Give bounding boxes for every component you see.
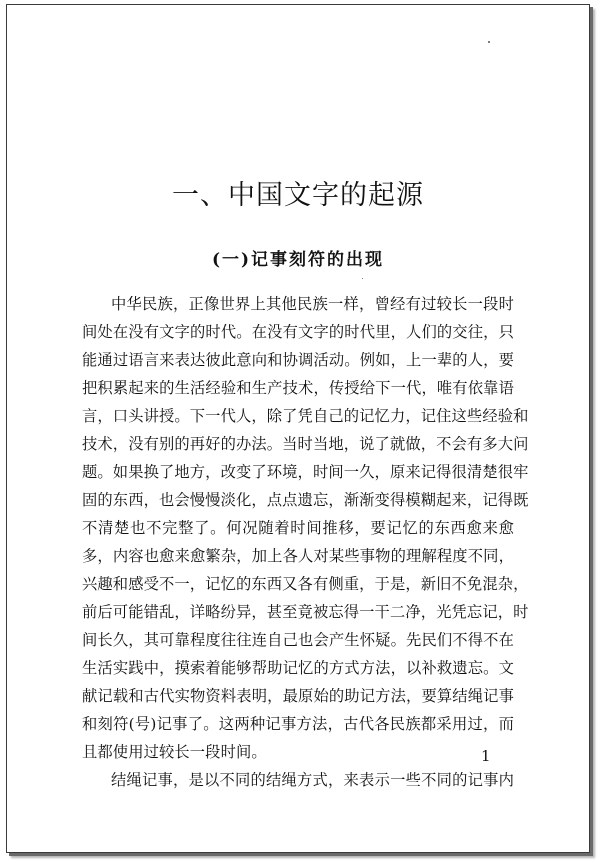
body-text (82, 290, 529, 794)
text-line: 能通过语言来表达彼此意向和协调活动。例如，上一辈的人，要 (82, 351, 514, 369)
text-line: 献记载和古代实物资料表明，最原始的助记方法，要算结绳记事 (82, 687, 514, 705)
text-line: 中华民族，正像世界上其他民族一样，曾经有过较长一段时 (111, 295, 514, 313)
text-line: 固的东西，也会慢慢淡化，点点遗忘，渐渐变得模糊起来，记得既 (82, 491, 529, 509)
text-line: 不清楚也不完整了。何况随着时间推移，要记忆的东西愈来愈 (82, 519, 514, 537)
scan-speck (488, 41, 490, 43)
book-page (6, 4, 590, 853)
section-title: (一)记事刻符的出现 (211, 250, 385, 270)
text-line: 前后可能错乱，详略纷异，甚至竟被忘得一干二净，光凭忘记，时 (82, 603, 529, 621)
text-line: 间长久，其可靠程度往往连自己也会产生怀疑。先民们不得不在 (82, 631, 514, 649)
text-line: 和刻符(号)记事了。这两种记事方法，古代各民族都采用过，而 (82, 715, 514, 733)
chapter-title: 一、中国文字的起源 (172, 180, 424, 211)
page-number: 1 (481, 747, 491, 765)
text-line: 间处在没有文字的时代。在没有文字的时代里，人们的交往，只 (82, 323, 514, 341)
text-line: 把积累起来的生活经验和生产技术，传授给下一代，唯有依靠语 (82, 379, 514, 397)
text-line: 结绳记事，是以不同的结绳方式，来表示一些不同的记事内 (111, 771, 514, 789)
text-line: 言，口头讲授。下一代人，除了凭自己的记忆力，记住这些经验和 (82, 407, 529, 425)
text-line: 题。如果换了地方，改变了环境，时间一久，原来记得很清楚很牢 (82, 463, 529, 481)
text-line: 技术，没有别的再好的办法。当时当地，说了就做，不会有多大问 (82, 435, 529, 453)
text-line: 且都使用过较长一段时间。 (82, 743, 267, 761)
text-line: 生活实践中，摸索着能够帮助记忆的方式方法，以补救遗忘。文 (82, 659, 514, 677)
scan-speck (362, 278, 363, 279)
text-line: 多，内容也愈来愈繁杂，加上各人对某些事物的理解程度不同， (82, 547, 514, 565)
text-line: 兴趣和感受不一，记忆的东西又各有侧重，于是，新旧不免混杂， (82, 575, 529, 593)
